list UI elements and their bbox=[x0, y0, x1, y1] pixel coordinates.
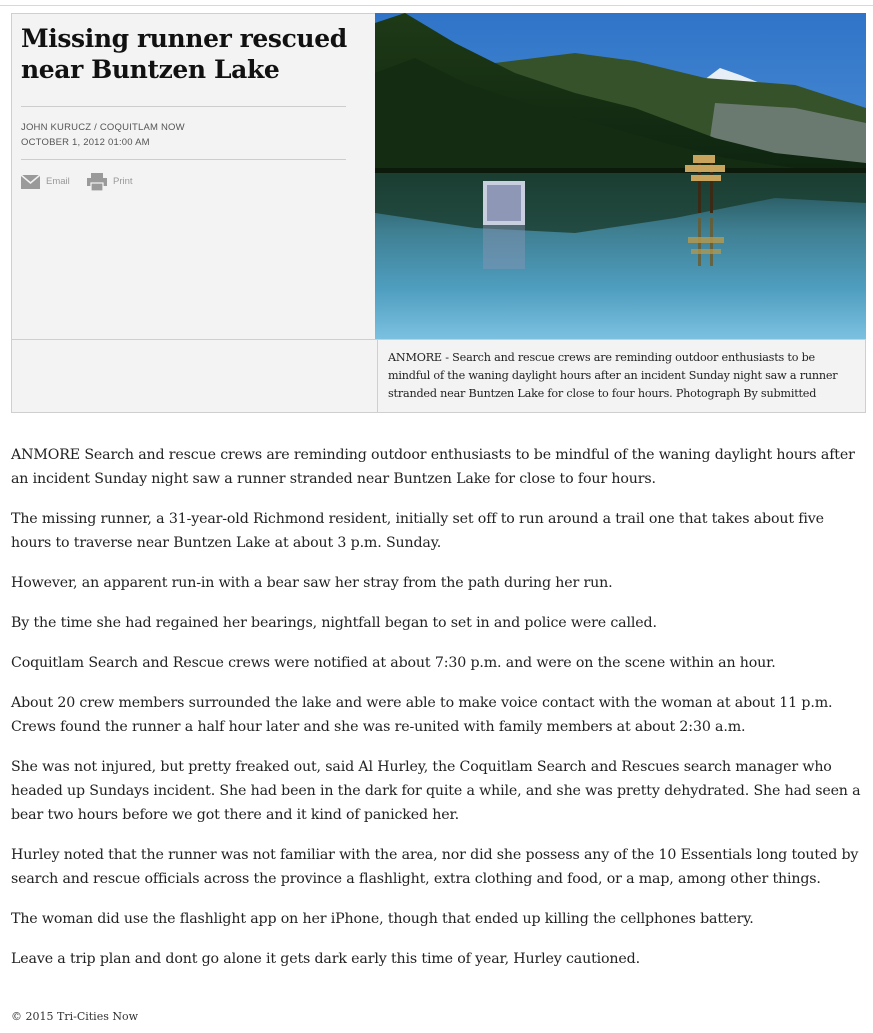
byline-separator: / bbox=[91, 122, 100, 133]
article-paragraph: However, an apparent run-in with a bear saw her stray from the path during her run. bbox=[11, 575, 613, 591]
article-paragraph: The woman did use the flashlight app on her iPhone, though that ended up killing the cellphones battery. bbox=[11, 911, 754, 927]
article-paragraph: Coquitlam Search and Rescue crews were notified at about 7:30 p.m. and were on the scene within an hour. bbox=[11, 655, 776, 671]
publication-name: COQUITLAM NOW bbox=[99, 122, 185, 133]
copyright-footer: © 2015 Tri-Cities Now bbox=[11, 1010, 139, 1023]
article-paragraph: She was not injured, but pretty freaked out, said Al Hurley, the Coquitlam Search and Rescues search manager who headed up Sundays incident. She had been in the dark for quite a while, and she was pretty dehydrated. She had seen a bear two hours before we got there and it kind of panicked her. bbox=[11, 759, 861, 823]
article-paragraph: Leave a trip plan and dont go alone it gets dark early this time of year, Hurley cautioned. bbox=[11, 951, 640, 967]
caption-divider bbox=[12, 339, 865, 340]
print-share-button[interactable] bbox=[87, 173, 147, 193]
article-paragraph: By the time she had regained her bearings, nightfall began to set in and police were called. bbox=[11, 615, 657, 631]
byline bbox=[21, 122, 185, 133]
top-divider bbox=[0, 5, 873, 6]
meta-divider bbox=[21, 159, 346, 160]
caption-column-divider bbox=[377, 340, 378, 413]
article-paragraph: The missing runner, a 31-year-old Richmond resident, initially set off to run around a trail one that takes about five hours to traverse near Buntzen Lake at about 3 p.m. Sunday. bbox=[11, 511, 824, 551]
print-label: Print bbox=[113, 176, 133, 187]
article-paragraph: Hurley noted that the runner was not familiar with the area, nor did she possess any of the 10 Essentials long touted by search and rescue officials across the province a flashlight, extra clothing and food, or a map, among other things. bbox=[11, 847, 859, 887]
email-share-button[interactable] bbox=[21, 173, 81, 193]
printer-icon bbox=[87, 173, 107, 191]
article-body bbox=[11, 443, 863, 987]
article-paragraph: ANMORE Search and rescue crews are reminding outdoor enthusiasts to be mindful of the waning daylight hours after an incident Sunday night saw a runner stranded near Buntzen Lake for close to four hours. bbox=[11, 447, 855, 487]
headline-divider bbox=[21, 106, 346, 107]
article-headline: Missing runner rescued near Buntzen Lake bbox=[21, 24, 347, 84]
article-meta-panel bbox=[11, 13, 375, 339]
article-photo bbox=[375, 13, 866, 339]
mail-icon bbox=[21, 175, 40, 189]
email-label: Email bbox=[46, 176, 70, 187]
article-paragraph: About 20 crew members surrounded the lake and were able to make voice contact with the woman at about 11 p.m. Crews found the runner a half hour later and she was re-united with family members at about 2:30 a.m. bbox=[11, 695, 833, 735]
author-name: JOHN KURUCZ bbox=[21, 122, 92, 133]
photo-caption: ANMORE - Search and rescue crews are reminding outdoor enthusiasts to be mindful of the waning daylight hours after an incident Sunday night saw a runner stranded near Buntzen Lake for close to four hours. Photograph By submitted bbox=[388, 351, 838, 400]
publish-date: OCTOBER 1, 2012 01:00 AM bbox=[21, 137, 150, 148]
